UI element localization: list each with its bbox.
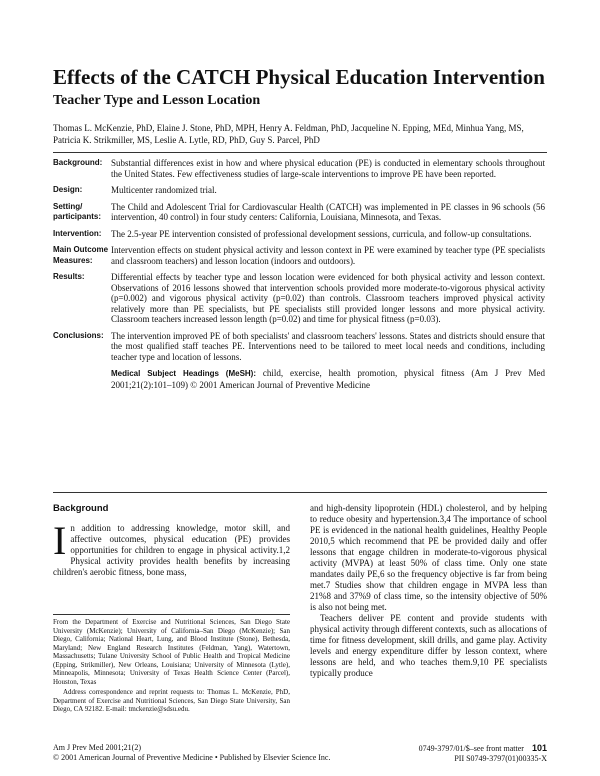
footer-left	[53, 743, 330, 763]
body-paragraph: Teachers deliver PE content and provide students with physical activity through different contexts, such as allocations of time for fitness development, skill drills, and game play. Activity levels and energy expenditure differ by lesson context, where lessons are held, and who teaches them.9,10 PE specialists typically produce	[310, 613, 547, 678]
abstract-row	[53, 331, 547, 363]
left-column	[53, 503, 290, 578]
abstract-text: Differential effects by teacher type and lesson location were evidenced for both physical activity and lesson context. Observations of 2016 lessons showed that intervention schools provided more moderate-to-vigorous physical activity (p=0.002) and vigorous physical activity (p=0.02) than controls. Classroom teachers improved physical activity relatively more than PE specialists, but PE specialists still provided longer lessons and more physical activity. Classroom teachers increased lesson length (p=0.02) and time for physical fitness (p=0.03).	[111, 272, 545, 324]
abstract-label: Results:	[53, 272, 85, 281]
abstract-row	[53, 185, 547, 196]
abstract-label: Conclusions:	[53, 330, 104, 340]
abstract-label: Background:	[53, 158, 103, 167]
correspondence-note: Address correspondence and reprint requests to: Thomas L. McKenzie, PhD, Department of Exercise and Nutritional Sciences, San Diego State University, San Diego, CA 92182. E-mail: tmckenzie@sdsu.edu.	[53, 688, 290, 713]
abstract-text: Intervention effects on student physical activity and lesson context in PE were examined by teacher type (PE specialists and classroom teachers) and lesson location (indoors and outdoors).	[111, 245, 545, 266]
page-number: 101	[531, 743, 547, 753]
article-title: Effects of the CATCH Physical Education Intervention	[53, 65, 545, 89]
abstract-row	[53, 272, 547, 325]
section-heading: Background	[53, 503, 109, 514]
abstract-top-rule	[53, 152, 547, 153]
pii-line: PII S0749-3797(01)00335-X	[454, 754, 547, 763]
copyright-line: © 2001 American Journal of Preventive Medicine • Published by Elsevier Science Inc.	[53, 753, 331, 762]
abstract-row	[53, 245, 547, 266]
footnote-rule	[53, 614, 290, 615]
journal-citation: Am J Prev Med 2001;21(2)	[53, 743, 141, 752]
abstract-row	[53, 158, 547, 179]
mesh-keywords	[111, 368, 545, 390]
issn-line: 0749-3797/01/$–see front matter	[418, 744, 524, 753]
author-list: Thomas L. McKenzie, PhD, Elaine J. Stone, PhD, MPH, Henry A. Feldman, PhD, Jacqueline N. Epping, MEd, Minhua Yang, MS, Patricia K. Strikmiller, MS, Leslie A. Lytle, RD, PhD, Guy S. Parcel, PhD	[53, 123, 524, 145]
abstract-row	[53, 202, 547, 223]
intro-paragraph	[53, 518, 290, 578]
body-paragraph: and high-density lipoprotein (HDL) cholesterol, and by helping to reduce obesity and hypertension.3,4 The importance of school PE is evidenced in the national health guidelines, Healthy People 2010,5 which recommend that PE be provided daily and offer lessons that engage children in moderate-to-vigorous physical activity (MVPA) at least 50% of class time. Only one state mandates daily PE,6 so the frequency objective is far from being met.7 Studies show that children engage in MVPA less than 21%8 and 37%9 of class time, so the intensity objective of 50% is also not being met.	[310, 503, 547, 612]
article-subtitle: Teacher Type and Lesson Location	[53, 93, 261, 108]
footer-right	[380, 743, 547, 764]
abstract-text: The Child and Adolescent Trial for Cardiovascular Health (CATCH) was implemented in PE classes in 96 schools (56 intervention, 40 control) in four study centers: California, Louisiana, Minnesota, and Texas.	[111, 201, 545, 222]
right-column	[310, 503, 547, 679]
abstract-label: Setting/ participants:	[53, 201, 102, 221]
abstract-text: The 2.5-year PE intervention consisted of professional development sessions, curricula, and follow-up consultations.	[111, 228, 532, 239]
footnotes	[53, 618, 290, 716]
mesh-text: child, exercise, health promotion, physical fitness (Am J Prev Med 2001;21(2):101–109) © 2001 American Journal of Preventive Medicine	[111, 368, 545, 390]
abstract-text: Multicenter randomized trial.	[111, 185, 217, 195]
abstract	[53, 158, 547, 390]
abstract-label: Main Outcome Measures:	[53, 245, 109, 265]
abstract-label: Intervention:	[53, 228, 102, 238]
mesh-label: Medical Subject Headings (MeSH):	[111, 369, 257, 378]
abstract-bottom-rule	[53, 492, 547, 493]
intro-text: n addition to addressing knowledge, motor skill, and affective outcomes, physical education (PE) provides opportunities for children to engage in physical activity.1,2 Physical activity provides health benefits by increasing children's aerobic fitness, bone mass,	[53, 523, 290, 577]
abstract-text: Substantial differences exist in how and where physical education (PE) is conducted in elementary schools throughout the United States. Few effectiveness studies of large-scale interventions to improve PE have been reported.	[111, 158, 545, 179]
drop-cap: I	[53, 518, 67, 563]
abstract-text: The intervention improved PE of both specialists' and classroom teachers' lessons. States and districts should ensure that the most qualified staff teaches PE. Interventions need to be tailored to meet local needs and conditions, including teacher type and location of lessons.	[111, 330, 545, 362]
affiliations-note: From the Department of Exercise and Nutritional Sciences, San Diego State University (McKenzie); University of California–San Diego (McKenzie); San Diego, California; National Heart, Lung, and Blood Institute (Stone), Bethesda, Maryland; New England Research Institutes (Feldman, Yang), Watertown, Massachusetts; Tulane University School of Public Health and Tropical Medicine (Epping, Strikmiller), New Orleans, Louisiana; University of Minnesota (Lytle), Minneapolis, Minnesota; University of Texas Health Science Center (Parcel), Houston, Texas	[53, 618, 290, 686]
abstract-label: Design:	[53, 185, 83, 194]
abstract-row	[53, 229, 547, 240]
